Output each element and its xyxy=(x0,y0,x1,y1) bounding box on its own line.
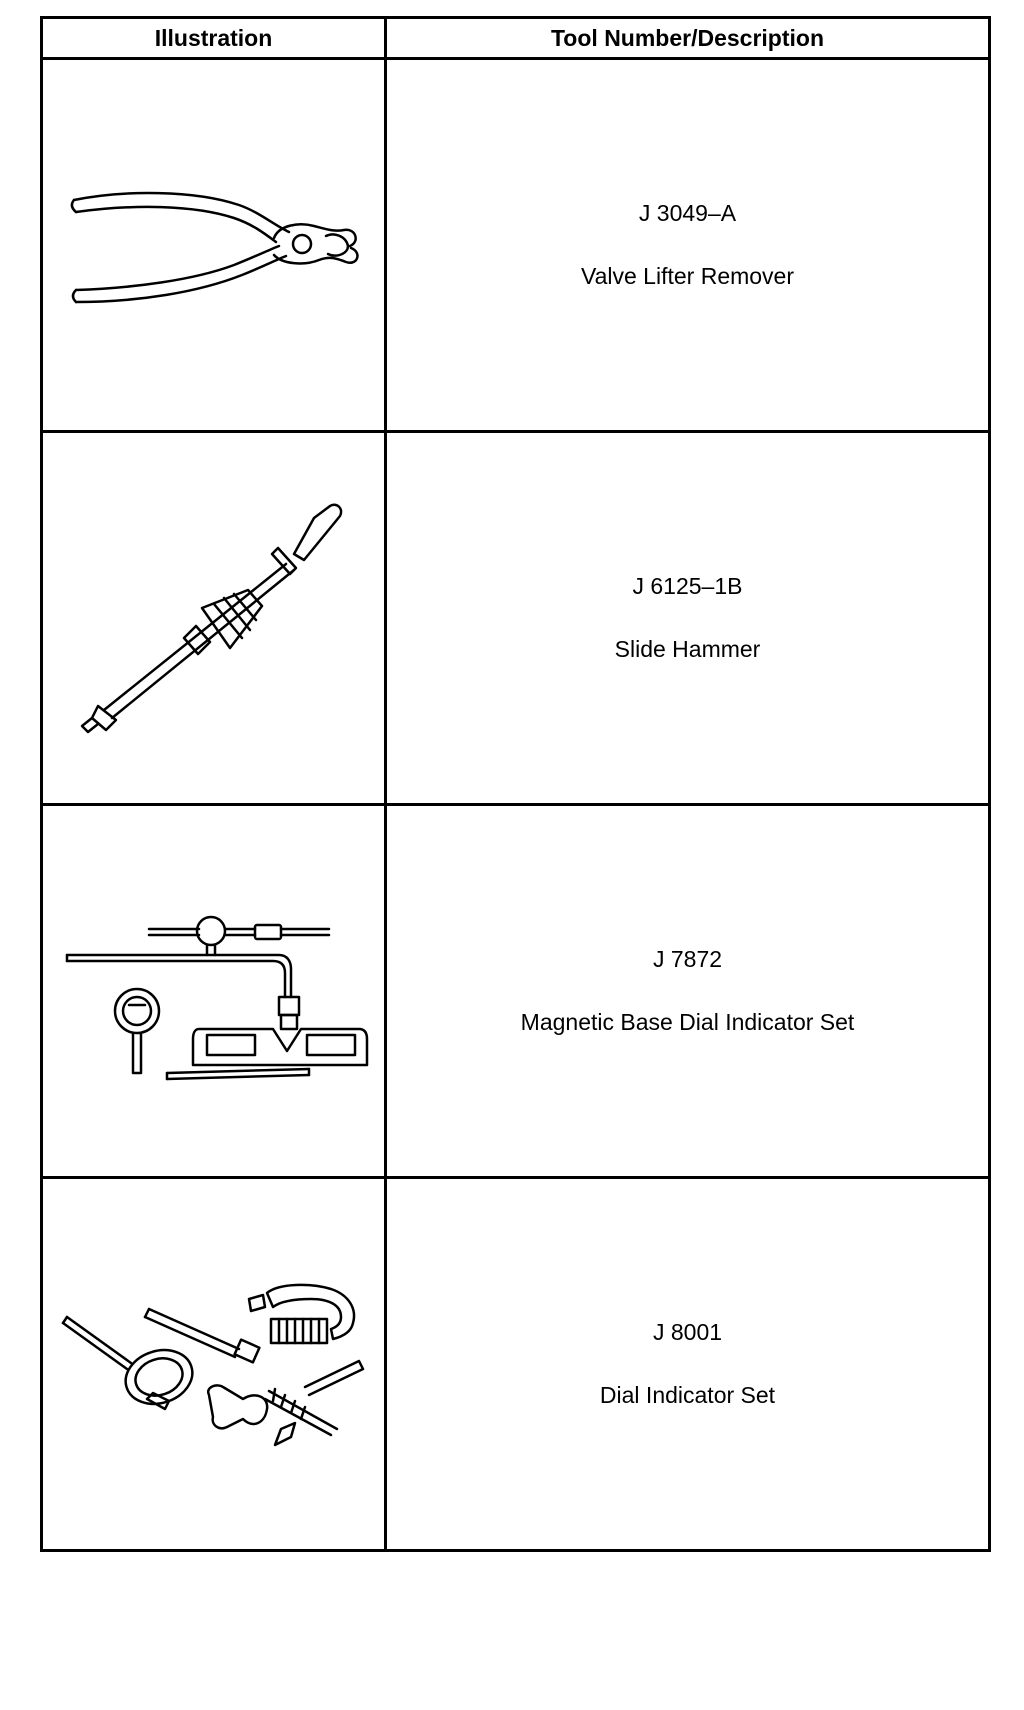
illustration-header: Illustration xyxy=(42,18,386,59)
tool-description: Magnetic Base Dial Indicator Set xyxy=(520,1009,855,1035)
description-cell xyxy=(386,59,990,432)
illustration-cell xyxy=(42,1178,386,1551)
illustration-cell xyxy=(42,59,386,432)
illustration-cell xyxy=(42,432,386,805)
table-row xyxy=(42,805,990,1178)
tool-description: Dial Indicator Set xyxy=(599,1382,776,1408)
tool-description: Slide Hammer xyxy=(614,636,761,662)
tool-description: Valve Lifter Remover xyxy=(580,263,795,289)
tool-number: J 8001 xyxy=(652,1319,723,1345)
description-cell xyxy=(386,432,990,805)
description-cell xyxy=(386,805,990,1178)
dial-indicator-set-icon xyxy=(59,1279,369,1449)
tool-number: J 6125–1B xyxy=(632,573,743,599)
description-cell xyxy=(386,1178,990,1551)
tool-number: J 3049–A xyxy=(638,200,737,226)
illustration-cell xyxy=(42,805,386,1178)
slide-hammer-icon xyxy=(64,498,364,738)
description-header: Tool Number/Description xyxy=(386,18,990,59)
header-row xyxy=(42,18,990,59)
table-row xyxy=(42,432,990,805)
table-row xyxy=(42,59,990,432)
tool-number: J 7872 xyxy=(652,946,723,972)
pliers-icon xyxy=(64,160,364,330)
tool-table xyxy=(40,16,991,1552)
table-row xyxy=(42,1178,990,1551)
magnetic-base-dial-indicator-icon xyxy=(59,901,369,1081)
